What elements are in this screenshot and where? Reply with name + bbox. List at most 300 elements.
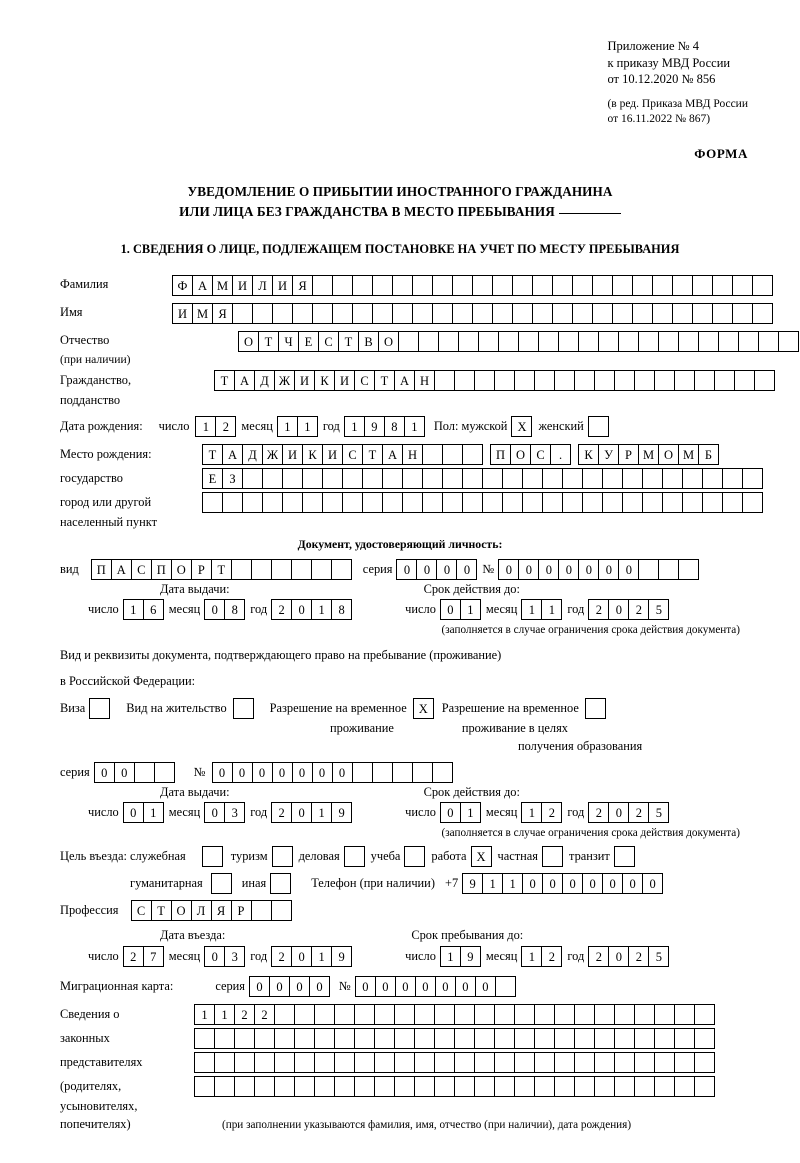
form-cell[interactable]: Т bbox=[362, 444, 383, 465]
form-cell[interactable]: Т bbox=[374, 370, 395, 391]
form-cell[interactable] bbox=[354, 1076, 375, 1097]
form-cell[interactable]: 0 bbox=[475, 976, 496, 997]
form-cell[interactable] bbox=[422, 468, 443, 489]
form-cell[interactable] bbox=[642, 492, 663, 513]
form-cell[interactable] bbox=[402, 468, 423, 489]
birth-place-city-cells-b[interactable] bbox=[578, 444, 718, 465]
form-cell[interactable] bbox=[612, 303, 633, 324]
form-cell[interactable]: Е bbox=[298, 331, 319, 352]
permit-series-cells[interactable] bbox=[94, 762, 174, 783]
form-cell[interactable] bbox=[314, 1052, 335, 1073]
form-cell[interactable] bbox=[592, 275, 613, 296]
doc-issue-day-cells[interactable] bbox=[123, 599, 163, 620]
form-cell[interactable]: Д bbox=[254, 370, 275, 391]
form-cell[interactable] bbox=[234, 1052, 255, 1073]
form-cell[interactable]: П bbox=[490, 444, 511, 465]
form-cell[interactable] bbox=[434, 370, 455, 391]
form-cell[interactable]: Т bbox=[338, 331, 359, 352]
form-cell[interactable] bbox=[542, 492, 563, 513]
form-cell[interactable]: 2 bbox=[123, 946, 144, 967]
form-cell[interactable] bbox=[418, 331, 439, 352]
form-cell[interactable]: 0 bbox=[416, 559, 437, 580]
legal-rep-row-3[interactable] bbox=[194, 1052, 714, 1073]
form-cell[interactable] bbox=[494, 1052, 515, 1073]
form-cell[interactable] bbox=[272, 303, 293, 324]
profession-cells[interactable] bbox=[131, 900, 291, 921]
form-cell[interactable] bbox=[654, 1028, 675, 1049]
checkbox-purpose-tourism[interactable] bbox=[272, 846, 293, 867]
form-cell[interactable] bbox=[214, 1052, 235, 1073]
form-cell[interactable]: Т bbox=[151, 900, 172, 921]
form-cell[interactable]: Т bbox=[202, 444, 223, 465]
form-cell[interactable] bbox=[702, 492, 723, 513]
form-cell[interactable]: 0 bbox=[642, 873, 663, 894]
form-cell[interactable] bbox=[414, 1004, 435, 1025]
form-cell[interactable] bbox=[454, 370, 475, 391]
form-cell[interactable]: 0 bbox=[355, 976, 376, 997]
form-cell[interactable] bbox=[412, 303, 433, 324]
form-cell[interactable]: Ж bbox=[262, 444, 283, 465]
form-cell[interactable] bbox=[594, 1004, 615, 1025]
form-cell[interactable] bbox=[274, 1028, 295, 1049]
form-cell[interactable] bbox=[214, 1028, 235, 1049]
form-cell[interactable] bbox=[734, 370, 755, 391]
form-cell[interactable]: 0 bbox=[455, 976, 476, 997]
form-cell[interactable] bbox=[594, 370, 615, 391]
form-cell[interactable] bbox=[252, 303, 273, 324]
form-cell[interactable] bbox=[552, 303, 573, 324]
form-cell[interactable] bbox=[442, 444, 463, 465]
form-cell[interactable]: 0 bbox=[332, 762, 353, 783]
form-cell[interactable]: 1 bbox=[541, 599, 562, 620]
form-cell[interactable] bbox=[674, 1076, 695, 1097]
form-cell[interactable]: 2 bbox=[628, 946, 649, 967]
form-cell[interactable] bbox=[572, 303, 593, 324]
form-cell[interactable]: 0 bbox=[415, 976, 436, 997]
form-cell[interactable] bbox=[634, 1052, 655, 1073]
form-cell[interactable]: 5 bbox=[648, 946, 669, 967]
form-cell[interactable]: И bbox=[334, 370, 355, 391]
form-cell[interactable] bbox=[251, 559, 272, 580]
form-cell[interactable]: 1 bbox=[123, 599, 144, 620]
form-cell[interactable] bbox=[722, 468, 743, 489]
form-cell[interactable]: И bbox=[294, 370, 315, 391]
form-cell[interactable]: 0 bbox=[598, 559, 619, 580]
form-cell[interactable] bbox=[694, 1004, 715, 1025]
form-cell[interactable] bbox=[698, 331, 719, 352]
form-cell[interactable] bbox=[434, 1052, 455, 1073]
form-cell[interactable] bbox=[742, 468, 763, 489]
form-cell[interactable] bbox=[674, 1052, 695, 1073]
form-cell[interactable] bbox=[398, 331, 419, 352]
form-cell[interactable]: О bbox=[171, 559, 192, 580]
form-cell[interactable] bbox=[562, 468, 583, 489]
form-cell[interactable] bbox=[332, 303, 353, 324]
legal-rep-row-4[interactable] bbox=[194, 1076, 714, 1097]
form-cell[interactable]: 0 bbox=[123, 802, 144, 823]
doc-kind-cells[interactable] bbox=[91, 559, 351, 580]
legal-rep-row-2[interactable] bbox=[194, 1028, 714, 1049]
form-cell[interactable]: 8 bbox=[384, 416, 405, 437]
form-cell[interactable] bbox=[452, 303, 473, 324]
form-cell[interactable] bbox=[572, 275, 593, 296]
checkbox-edu-residence[interactable] bbox=[585, 698, 606, 719]
form-cell[interactable] bbox=[495, 976, 516, 997]
form-cell[interactable] bbox=[534, 1076, 555, 1097]
form-cell[interactable]: 0 bbox=[269, 976, 290, 997]
form-cell[interactable] bbox=[512, 275, 533, 296]
form-cell[interactable]: 8 bbox=[331, 599, 352, 620]
checkbox-purpose-other[interactable] bbox=[270, 873, 291, 894]
form-cell[interactable] bbox=[662, 492, 683, 513]
form-cell[interactable] bbox=[614, 1052, 635, 1073]
form-cell[interactable]: Я bbox=[212, 303, 233, 324]
form-cell[interactable]: 1 bbox=[460, 599, 481, 620]
form-cell[interactable]: 0 bbox=[562, 873, 583, 894]
form-cell[interactable]: 0 bbox=[538, 559, 559, 580]
permit-issue-month-cells[interactable] bbox=[204, 802, 244, 823]
form-cell[interactable] bbox=[472, 275, 493, 296]
form-cell[interactable]: 2 bbox=[588, 599, 609, 620]
form-cell[interactable]: 0 bbox=[252, 762, 273, 783]
form-cell[interactable]: 0 bbox=[542, 873, 563, 894]
form-cell[interactable] bbox=[534, 1052, 555, 1073]
form-cell[interactable] bbox=[674, 1028, 695, 1049]
birth-year-cells[interactable] bbox=[344, 416, 424, 437]
form-cell[interactable] bbox=[414, 1052, 435, 1073]
form-cell[interactable] bbox=[692, 303, 713, 324]
form-cell[interactable] bbox=[434, 1028, 455, 1049]
form-cell[interactable]: 0 bbox=[291, 599, 312, 620]
doc-number-cells[interactable] bbox=[498, 559, 698, 580]
form-cell[interactable]: А bbox=[222, 444, 243, 465]
form-cell[interactable] bbox=[262, 492, 283, 513]
form-cell[interactable] bbox=[482, 468, 503, 489]
form-cell[interactable] bbox=[494, 370, 515, 391]
form-cell[interactable] bbox=[554, 370, 575, 391]
form-cell[interactable] bbox=[291, 559, 312, 580]
form-cell[interactable] bbox=[752, 303, 773, 324]
checkbox-purpose-service[interactable] bbox=[202, 846, 223, 867]
form-cell[interactable]: 3 bbox=[224, 802, 245, 823]
form-cell[interactable]: 0 bbox=[435, 976, 456, 997]
entry-month-cells[interactable] bbox=[204, 946, 244, 967]
form-cell[interactable] bbox=[618, 331, 639, 352]
form-cell[interactable] bbox=[214, 1076, 235, 1097]
form-cell[interactable] bbox=[342, 492, 363, 513]
form-cell[interactable]: Р bbox=[618, 444, 639, 465]
form-cell[interactable] bbox=[512, 303, 533, 324]
stay-month-cells[interactable] bbox=[521, 946, 561, 967]
form-cell[interactable]: 2 bbox=[541, 802, 562, 823]
form-cell[interactable]: Т bbox=[214, 370, 235, 391]
form-cell[interactable] bbox=[474, 1052, 495, 1073]
form-cell[interactable] bbox=[494, 1028, 515, 1049]
form-cell[interactable]: М bbox=[192, 303, 213, 324]
form-cell[interactable]: Ж bbox=[274, 370, 295, 391]
form-cell[interactable]: 1 bbox=[521, 802, 542, 823]
form-cell[interactable] bbox=[231, 559, 252, 580]
form-cell[interactable]: 9 bbox=[331, 946, 352, 967]
form-cell[interactable] bbox=[352, 303, 373, 324]
form-cell[interactable] bbox=[262, 468, 283, 489]
form-cell[interactable] bbox=[654, 1004, 675, 1025]
form-cell[interactable]: 1 bbox=[344, 416, 365, 437]
form-cell[interactable]: 2 bbox=[254, 1004, 275, 1025]
permit-issue-year-cells[interactable] bbox=[271, 802, 351, 823]
form-cell[interactable] bbox=[554, 1076, 575, 1097]
patronymic-cells[interactable] bbox=[238, 331, 798, 352]
form-cell[interactable]: 1 bbox=[460, 802, 481, 823]
form-cell[interactable] bbox=[492, 303, 513, 324]
form-cell[interactable] bbox=[678, 559, 699, 580]
form-cell[interactable]: 1 bbox=[311, 802, 332, 823]
form-cell[interactable] bbox=[558, 331, 579, 352]
form-cell[interactable]: Д bbox=[242, 444, 263, 465]
form-cell[interactable] bbox=[474, 370, 495, 391]
form-cell[interactable] bbox=[654, 1052, 675, 1073]
form-cell[interactable] bbox=[578, 331, 599, 352]
birth-day-cells[interactable] bbox=[195, 416, 235, 437]
form-cell[interactable] bbox=[352, 275, 373, 296]
form-cell[interactable]: 0 bbox=[578, 559, 599, 580]
form-cell[interactable]: 0 bbox=[309, 976, 330, 997]
form-cell[interactable] bbox=[454, 1052, 475, 1073]
checkbox-purpose-transit[interactable] bbox=[614, 846, 635, 867]
form-cell[interactable] bbox=[638, 331, 659, 352]
form-cell[interactable] bbox=[732, 275, 753, 296]
form-cell[interactable] bbox=[282, 468, 303, 489]
form-cell[interactable] bbox=[242, 492, 263, 513]
form-cell[interactable]: 3 bbox=[224, 946, 245, 967]
form-cell[interactable] bbox=[602, 468, 623, 489]
form-cell[interactable] bbox=[474, 1004, 495, 1025]
form-cell[interactable] bbox=[562, 492, 583, 513]
form-cell[interactable] bbox=[434, 1076, 455, 1097]
form-cell[interactable]: 2 bbox=[234, 1004, 255, 1025]
form-cell[interactable]: С bbox=[342, 444, 363, 465]
form-cell[interactable]: 5 bbox=[648, 599, 669, 620]
form-cell[interactable]: И bbox=[172, 303, 193, 324]
form-cell[interactable] bbox=[222, 492, 243, 513]
form-cell[interactable]: П bbox=[91, 559, 112, 580]
form-cell[interactable]: Я bbox=[292, 275, 313, 296]
legal-rep-row-1[interactable] bbox=[194, 1004, 714, 1025]
form-cell[interactable]: И bbox=[282, 444, 303, 465]
form-cell[interactable] bbox=[394, 1052, 415, 1073]
form-cell[interactable] bbox=[634, 1028, 655, 1049]
form-cell[interactable] bbox=[442, 468, 463, 489]
form-cell[interactable]: 0 bbox=[94, 762, 115, 783]
form-cell[interactable]: 0 bbox=[440, 599, 461, 620]
form-cell[interactable]: 1 bbox=[277, 416, 298, 437]
form-cell[interactable]: С bbox=[131, 900, 152, 921]
form-cell[interactable] bbox=[374, 1028, 395, 1049]
form-cell[interactable] bbox=[394, 1004, 415, 1025]
form-cell[interactable] bbox=[374, 1076, 395, 1097]
form-cell[interactable]: Я bbox=[211, 900, 232, 921]
stay-day-cells[interactable] bbox=[440, 946, 480, 967]
form-cell[interactable] bbox=[654, 1076, 675, 1097]
form-cell[interactable]: И bbox=[232, 275, 253, 296]
form-cell[interactable] bbox=[432, 303, 453, 324]
form-cell[interactable] bbox=[574, 370, 595, 391]
checkbox-visa[interactable] bbox=[89, 698, 110, 719]
form-cell[interactable]: 6 bbox=[143, 599, 164, 620]
form-cell[interactable] bbox=[362, 492, 383, 513]
form-cell[interactable] bbox=[422, 492, 443, 513]
form-cell[interactable] bbox=[622, 468, 643, 489]
form-cell[interactable] bbox=[458, 331, 479, 352]
form-cell[interactable]: Л bbox=[191, 900, 212, 921]
doc-issue-year-cells[interactable] bbox=[271, 599, 351, 620]
form-cell[interactable] bbox=[498, 331, 519, 352]
form-cell[interactable] bbox=[732, 303, 753, 324]
form-cell[interactable] bbox=[754, 370, 775, 391]
form-cell[interactable] bbox=[694, 1028, 715, 1049]
form-cell[interactable] bbox=[271, 559, 292, 580]
form-cell[interactable] bbox=[392, 303, 413, 324]
form-cell[interactable] bbox=[334, 1028, 355, 1049]
form-cell[interactable] bbox=[674, 370, 695, 391]
form-cell[interactable] bbox=[394, 1028, 415, 1049]
form-cell[interactable] bbox=[242, 468, 263, 489]
form-cell[interactable]: С bbox=[318, 331, 339, 352]
form-cell[interactable]: 2 bbox=[628, 802, 649, 823]
form-cell[interactable]: З bbox=[222, 468, 243, 489]
form-cell[interactable] bbox=[282, 492, 303, 513]
form-cell[interactable] bbox=[502, 468, 523, 489]
form-cell[interactable] bbox=[134, 762, 155, 783]
form-cell[interactable] bbox=[394, 1076, 415, 1097]
form-cell[interactable] bbox=[514, 1028, 535, 1049]
form-cell[interactable] bbox=[552, 275, 573, 296]
form-cell[interactable]: И bbox=[322, 444, 343, 465]
form-cell[interactable] bbox=[294, 1028, 315, 1049]
form-cell[interactable]: 2 bbox=[271, 599, 292, 620]
form-cell[interactable] bbox=[334, 1076, 355, 1097]
form-cell[interactable] bbox=[554, 1004, 575, 1025]
form-cell[interactable] bbox=[694, 370, 715, 391]
form-cell[interactable]: И bbox=[272, 275, 293, 296]
form-cell[interactable] bbox=[582, 468, 603, 489]
checkbox-temp-residence[interactable]: X bbox=[413, 698, 434, 719]
form-cell[interactable] bbox=[254, 1076, 275, 1097]
form-cell[interactable] bbox=[462, 444, 483, 465]
form-cell[interactable] bbox=[402, 492, 423, 513]
form-cell[interactable]: . bbox=[550, 444, 571, 465]
permit-number-cells[interactable] bbox=[212, 762, 452, 783]
form-cell[interactable]: 0 bbox=[204, 599, 225, 620]
form-cell[interactable] bbox=[274, 1004, 295, 1025]
form-cell[interactable]: С bbox=[530, 444, 551, 465]
form-cell[interactable] bbox=[274, 1052, 295, 1073]
migration-series-cells[interactable] bbox=[249, 976, 329, 997]
form-cell[interactable] bbox=[452, 275, 473, 296]
form-cell[interactable]: 0 bbox=[395, 976, 416, 997]
checkbox-purpose-work[interactable]: X bbox=[471, 846, 492, 867]
form-cell[interactable] bbox=[712, 303, 733, 324]
form-cell[interactable] bbox=[514, 1052, 535, 1073]
form-cell[interactable] bbox=[574, 1028, 595, 1049]
form-cell[interactable] bbox=[522, 468, 543, 489]
form-cell[interactable] bbox=[752, 275, 773, 296]
form-cell[interactable]: 1 bbox=[521, 946, 542, 967]
form-cell[interactable]: 1 bbox=[502, 873, 523, 894]
form-cell[interactable]: 0 bbox=[518, 559, 539, 580]
form-cell[interactable] bbox=[302, 492, 323, 513]
form-cell[interactable] bbox=[654, 370, 675, 391]
form-cell[interactable]: У bbox=[598, 444, 619, 465]
form-cell[interactable]: 2 bbox=[271, 802, 292, 823]
form-cell[interactable]: 0 bbox=[608, 599, 629, 620]
form-cell[interactable] bbox=[472, 303, 493, 324]
form-cell[interactable] bbox=[672, 275, 693, 296]
form-cell[interactable] bbox=[382, 492, 403, 513]
form-cell[interactable] bbox=[442, 492, 463, 513]
form-cell[interactable]: Р bbox=[231, 900, 252, 921]
form-cell[interactable]: 0 bbox=[232, 762, 253, 783]
form-cell[interactable]: 0 bbox=[375, 976, 396, 997]
form-cell[interactable] bbox=[331, 559, 352, 580]
form-cell[interactable] bbox=[642, 468, 663, 489]
form-cell[interactable] bbox=[614, 1004, 635, 1025]
form-cell[interactable] bbox=[494, 1004, 515, 1025]
form-cell[interactable]: А bbox=[394, 370, 415, 391]
form-cell[interactable] bbox=[251, 900, 272, 921]
form-cell[interactable] bbox=[412, 275, 433, 296]
form-cell[interactable]: 2 bbox=[215, 416, 236, 437]
form-cell[interactable]: П bbox=[151, 559, 172, 580]
form-cell[interactable] bbox=[322, 468, 343, 489]
form-cell[interactable] bbox=[672, 303, 693, 324]
form-cell[interactable]: О bbox=[510, 444, 531, 465]
checkbox-purpose-business[interactable] bbox=[344, 846, 365, 867]
form-cell[interactable] bbox=[414, 1076, 435, 1097]
form-cell[interactable] bbox=[374, 1052, 395, 1073]
form-cell[interactable] bbox=[738, 331, 759, 352]
form-cell[interactable]: С bbox=[131, 559, 152, 580]
form-cell[interactable] bbox=[462, 492, 483, 513]
form-cell[interactable] bbox=[314, 1028, 335, 1049]
form-cell[interactable] bbox=[478, 331, 499, 352]
form-cell[interactable] bbox=[534, 1004, 555, 1025]
form-cell[interactable]: Н bbox=[402, 444, 423, 465]
form-cell[interactable] bbox=[614, 1028, 635, 1049]
form-cell[interactable] bbox=[778, 331, 799, 352]
form-cell[interactable] bbox=[514, 1004, 535, 1025]
form-cell[interactable]: 0 bbox=[608, 802, 629, 823]
form-cell[interactable]: 7 bbox=[143, 946, 164, 967]
form-cell[interactable] bbox=[574, 1004, 595, 1025]
form-cell[interactable] bbox=[582, 492, 603, 513]
form-cell[interactable] bbox=[454, 1028, 475, 1049]
form-cell[interactable] bbox=[574, 1052, 595, 1073]
form-cell[interactable] bbox=[634, 1004, 655, 1025]
form-cell[interactable]: М bbox=[212, 275, 233, 296]
form-cell[interactable]: 9 bbox=[364, 416, 385, 437]
form-cell[interactable] bbox=[412, 762, 433, 783]
form-cell[interactable] bbox=[682, 492, 703, 513]
form-cell[interactable] bbox=[422, 444, 443, 465]
form-cell[interactable]: 0 bbox=[440, 802, 461, 823]
migration-number-cells[interactable] bbox=[355, 976, 515, 997]
form-cell[interactable]: Т bbox=[258, 331, 279, 352]
form-cell[interactable] bbox=[314, 1076, 335, 1097]
form-cell[interactable] bbox=[514, 370, 535, 391]
form-cell[interactable]: 0 bbox=[602, 873, 623, 894]
form-cell[interactable] bbox=[518, 331, 539, 352]
